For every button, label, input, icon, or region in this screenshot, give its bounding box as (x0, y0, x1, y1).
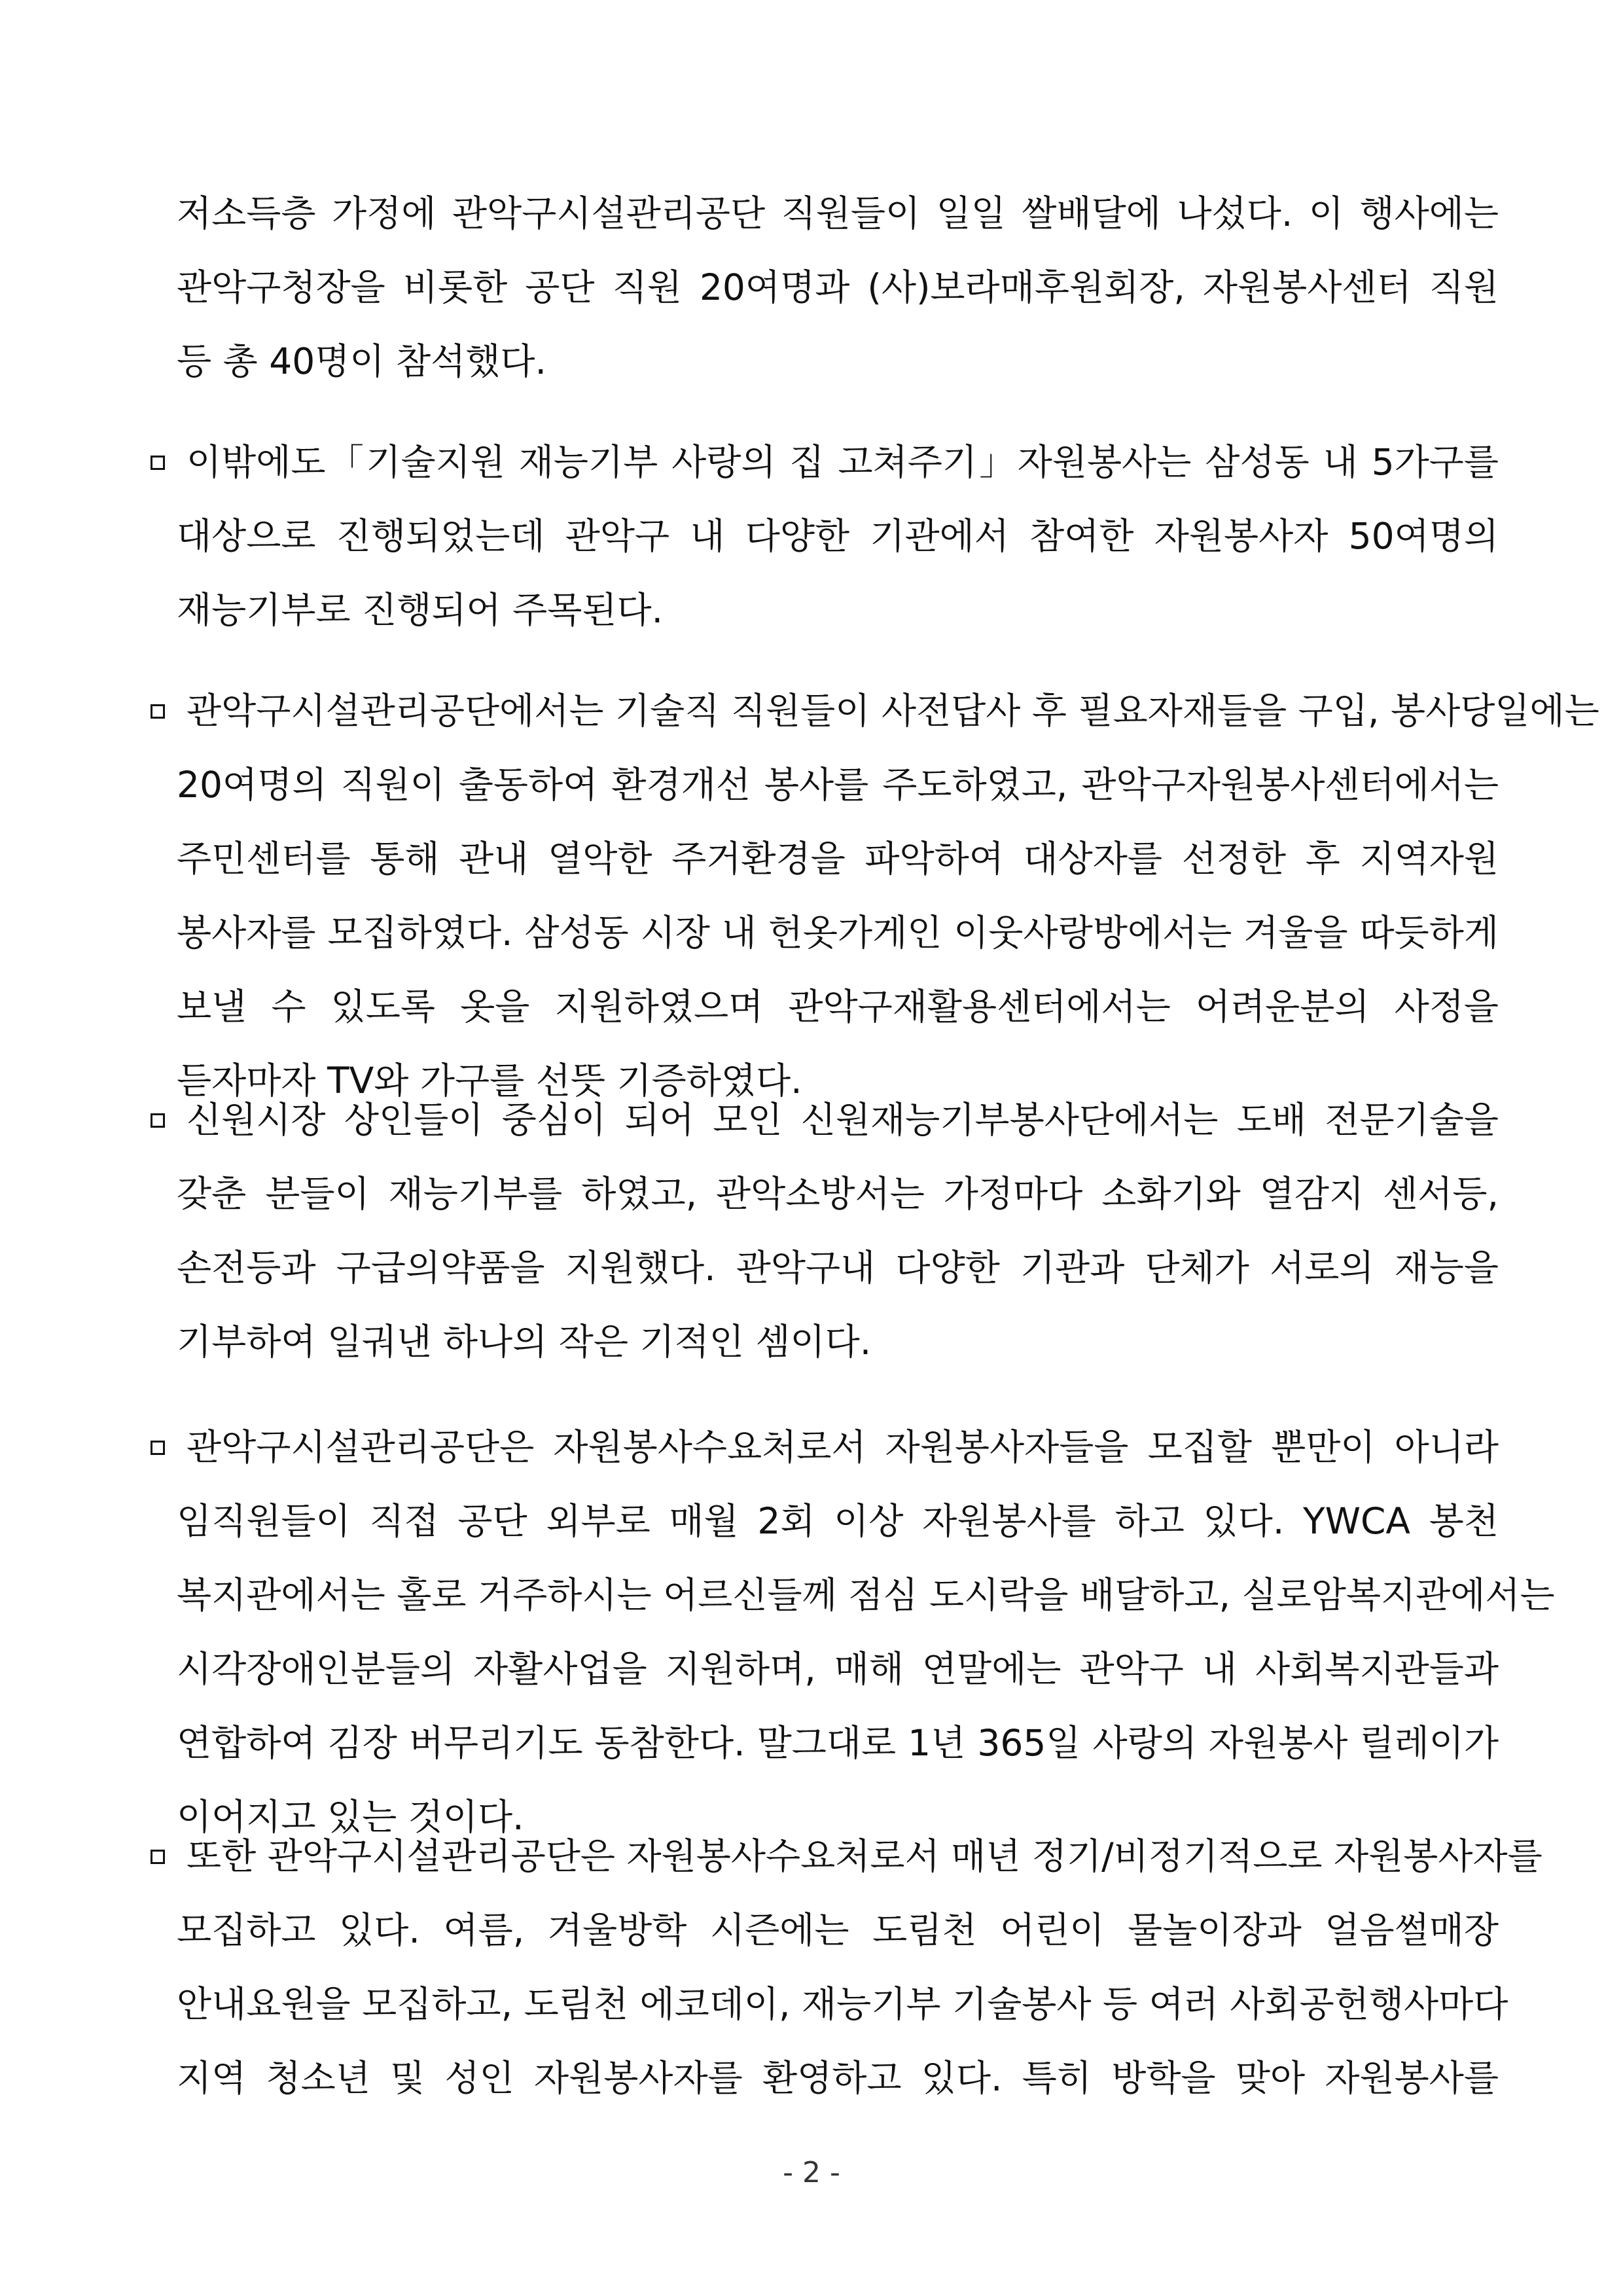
square-bullet-icon (151, 1441, 165, 1455)
paragraph-first-line (151, 1410, 1499, 1484)
paragraph-line: 보낼 수 있도록 옷을 지원하였으며 관악구재활용센터에서는 어려운분의 사정을 (177, 986, 1499, 1028)
paragraph (151, 1820, 1543, 2115)
paragraph-line: 주민센터를 통해 관내 열악한 주거환경을 파악하여 대상자를 선정한 후 지역자원 (177, 838, 1499, 880)
paragraph (151, 1083, 1499, 1379)
paragraph-line: 봉사자를 모집하였다. 삼성동 시장 내 헌옷가게인 이웃사랑방에서는 겨울을 따듯하게 (177, 912, 1499, 954)
paragraph-first-line (151, 1820, 1543, 1893)
square-bullet-icon (151, 704, 165, 719)
paragraph-line: 이어지고 있는 것이다. (177, 1796, 524, 1838)
paragraph-line: 시각장애인분들의 자활사업을 지원하며, 매해 연말에는 관악구 내 사회복지관들과 (177, 1648, 1499, 1690)
paragraph-line: 복지관에서는 홀로 거주하시는 어르신들께 점심 도시락을 배달하고, 실로암복지관에서는 (177, 1574, 1555, 1616)
line-text: 관악구시설관리공단에서는 기술직 직원들이 사전답사 후 필요자재들을 구입, 봉사당일에는 (187, 690, 1599, 732)
line-text: 또한 관악구시설관리공단은 자원봉사수요처로서 매년 정기/비정기적으로 자원봉사자를 (187, 1835, 1543, 1877)
paragraph-first-line (151, 425, 1499, 499)
paragraph-first-line (151, 674, 1599, 748)
paragraph-line: 재능기부로 진행되어 주목된다. (177, 589, 664, 631)
paragraph-line: 대상으로 진행되었는데 관악구 내 다양한 기관에서 참여한 자원봉사자 50여명의 (177, 515, 1499, 557)
paragraph-line: 갖춘 분들이 재능기부를 하였고, 관악소방서는 가정마다 소화기와 열감지 센서등, (177, 1173, 1499, 1215)
paragraph-line: 듣자마자 TV와 가구를 선뜻 기증하였다. (177, 1060, 802, 1102)
page-number: - 2 - (783, 2156, 840, 2189)
paragraph (151, 674, 1599, 1118)
square-bullet-icon (151, 1850, 165, 1864)
paragraph-line: 손전등과 구급의약품을 지원했다. 관악구내 다양한 기관과 단체가 서로의 재능을 (177, 1247, 1499, 1289)
paragraph-line: 등 총 40명이 참석했다. (177, 340, 546, 382)
paragraph-line: 연합하여 김장 버무리기도 동참한다. 말그대로 1년 365일 사랑의 자원봉사 릴레이가 (177, 1722, 1499, 1764)
paragraph-line: 20여명의 직원이 출동하여 환경개선 봉사를 주도하였고, 관악구자원봉사센터에서는 (177, 764, 1499, 806)
paragraph-line: 지역 청소년 및 성인 자원봉사자를 환영하고 있다. 특히 방학을 맞아 자원봉사를 (177, 2057, 1499, 2099)
paragraph (151, 425, 1499, 647)
paragraph-line: 기부하여 일궈낸 하나의 작은 기적인 셈이다. (177, 1321, 872, 1363)
paragraph (151, 177, 1499, 399)
line-text: 신원시장 상인들이 중심이 되어 모인 신원재능기부봉사단에서는 도배 전문기술을 (187, 1099, 1499, 1141)
paragraph-line: 임직원들이 직접 공단 외부로 매월 2회 이상 자원봉사를 하고 있다. YWCA 봉천 (177, 1500, 1499, 1542)
paragraph-line: 저소득층 가정에 관악구시설관리공단 직원들이 일일 쌀배달에 나섰다. 이 행사에는 (177, 192, 1499, 234)
paragraph-first-line (151, 1083, 1499, 1157)
line-text: 관악구시설관리공단은 자원봉사수요처로서 자원봉사자들을 모집할 뿐만이 아니라 (187, 1426, 1499, 1468)
square-bullet-icon (151, 1113, 165, 1128)
paragraph-line: 모집하고 있다. 여름, 겨울방학 시즌에는 도림천 어린이 물놀이장과 얼음썰매장 (177, 1909, 1499, 1951)
paragraph-line: 안내요원을 모집하고, 도림천 에코데이, 재능기부 기술봉사 등 여러 사회공헌행사마다 (177, 1983, 1508, 2025)
line-text: 이밖에도「기술지원 재능기부 사랑의 집 고쳐주기」자원봉사는 삼성동 내 5가구를 (187, 441, 1499, 483)
paragraph-line: 관악구청장을 비롯한 공단 직원 20여명과 (사)보라매후원회장, 자원봉사센터 직원 (177, 266, 1499, 308)
square-bullet-icon (151, 456, 165, 470)
paragraph (151, 1410, 1555, 1854)
